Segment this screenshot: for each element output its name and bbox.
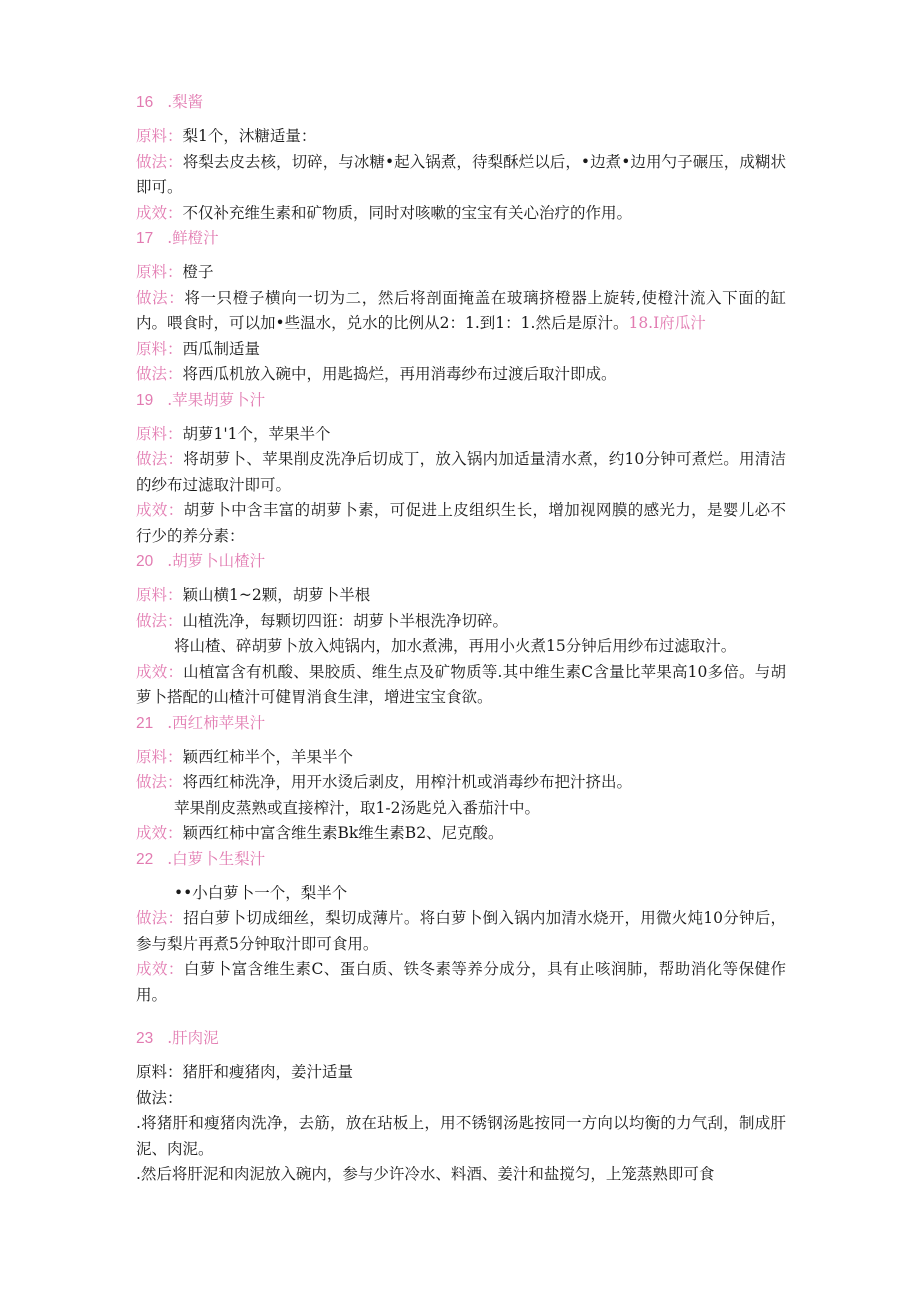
recipe-title (136, 549, 786, 574)
ingredients-line (136, 583, 786, 609)
line-label: 原料： (136, 263, 183, 281)
line-text: 不仅补充维生素和矿物质，同时对咳嗽的宝宝有关心治疗的作用。 (182, 203, 633, 222)
ingredients-line (136, 422, 786, 448)
recipe-number: 22 (136, 850, 154, 868)
line-text: 颖山横1~2颗，胡萝卜半根 (182, 586, 371, 604)
method-step (136, 1162, 786, 1188)
line-label: 做法： (136, 1088, 183, 1107)
inline-recipe-title: 18.I府瓜汁 (628, 314, 706, 332)
method-line (136, 447, 786, 498)
line-text: 梨1个，沐糖适量： (182, 127, 317, 145)
recipe-number: 20 (136, 553, 154, 570)
ingredients-line (136, 337, 786, 363)
line-text: 猪肝和瘦猪肉，姜汁适量 (182, 1063, 354, 1081)
ingredients-line (136, 124, 786, 150)
line-text: 将梨去皮去核，切碎，与冰糖•起入锅煮，待梨酥烂以后，•边煮•边用勺子碾压，成糊状即可。 (136, 152, 786, 196)
line-label: 原料： (136, 1063, 183, 1081)
line-text: .然后将肝泥和肉泥放入碗内，参与少许冷水、料酒、姜汁和盐搅匀，上笼蒸熟即可食 (136, 1165, 715, 1183)
line-label: 成效： (136, 662, 184, 681)
recipe-name: .肝肉泥 (167, 1029, 219, 1047)
method-line (136, 906, 786, 957)
method-line (136, 150, 786, 201)
section-spacer (136, 1008, 786, 1026)
effect-line (136, 821, 786, 847)
method-line (136, 609, 786, 635)
line-label: 原料： (136, 127, 183, 145)
line-label: 原料： (136, 424, 183, 443)
line-label: 做法： (136, 152, 183, 171)
recipe-title (136, 90, 786, 115)
recipe-name: .鲜橙汁 (167, 229, 219, 247)
method-line (136, 770, 786, 796)
effect-line (136, 660, 786, 711)
line-text: 苹果削皮蒸熟或直接榨汁，取1-2汤匙兑入番茄汁中。 (174, 798, 540, 817)
method-line (136, 286, 786, 337)
line-text: 将一只橙子横向一切为二，然后将剖面掩盖在玻璃挤橙器上旋转,使橙汁流入下面的缸内。喂食时，可以加•些温水，兑水的比例从2：1.到1：1.然后是原汁。 (136, 288, 786, 332)
line-text: 将胡萝卜、苹果削皮洗净后切成丁，放入锅内加适量清水煮，约10分钟可煮烂。用清洁的纱布过滤取汁即可。 (136, 450, 786, 494)
line-label: 做法： (136, 909, 184, 927)
line-text: 胡萝1'1个，苹果半个 (182, 424, 331, 443)
method-line (136, 1086, 786, 1112)
line-label: 成效： (136, 960, 184, 978)
line-label: 做法： (136, 365, 183, 383)
line-text: 招白萝卜切成细丝，梨切成薄片。将白萝卜倒入锅内加清水烧开，用微火炖10分钟后，参与梨片再煮5分钟取汁即可食用。 (136, 909, 786, 953)
recipe-name: .西红柿苹果汁 (167, 713, 266, 732)
line-label: 原料： (136, 586, 183, 604)
recipe-name: .苹果胡萝卜汁 (167, 390, 266, 409)
line-label: 做法： (136, 611, 183, 630)
ingredients-line (136, 260, 786, 286)
method-line (136, 362, 786, 388)
line-label: 做法： (136, 288, 185, 307)
ingredients-line (136, 1060, 786, 1086)
line-label: 成效： (136, 203, 183, 222)
line-text: 颖西红柿中富含维生素Bk维生素B2、尼克酸。 (182, 824, 504, 842)
method-continuation (136, 634, 786, 660)
line-text: 将西红柿洗净，用开水烫后剥皮，用榨汁机或消毒纱布把汁挤出。 (182, 773, 633, 791)
recipe-name: .梨酱 (167, 93, 204, 111)
line-text: ••小白萝卜一个，梨半个 (174, 883, 348, 902)
line-text: .将猪肝和瘦猪肉洗净，去筋，放在玷板上，用不锈钢汤匙按同一方向以均衡的力气刮，制成肝泥、肉泥。 (136, 1114, 786, 1158)
recipe-title (136, 1026, 786, 1051)
recipe-number: 17 (136, 230, 154, 247)
method-step (136, 1111, 786, 1162)
recipe-number: 16 (136, 94, 154, 111)
effect-line (136, 201, 786, 227)
line-label: 成效： (136, 501, 184, 519)
recipe-title (136, 226, 786, 251)
ingredients-line (136, 881, 786, 907)
effect-line (136, 957, 786, 1008)
line-label: 做法： (136, 450, 184, 468)
recipe-number: 21 (136, 714, 154, 732)
ingredients-line (136, 745, 786, 771)
line-text: 将山楂、碎胡萝卜放入炖锅内，加水煮沸，再用小火煮15分钟后用纱布过滤取汁。 (174, 637, 737, 655)
recipe-title (136, 847, 786, 872)
line-text: 将西瓜机放入碗中，用匙捣烂，再用消毒纱布过渡后取汁即成。 (182, 365, 617, 383)
recipe-name: .白萝卜生梨汁 (167, 849, 266, 868)
line-text: 山植洗净，每颗切四诳：胡萝卜半根洗净切碎。 (182, 611, 509, 630)
line-label: 成效： (136, 824, 183, 842)
recipe-number: 19 (136, 391, 154, 409)
line-label: 原料： (136, 747, 183, 766)
line-text: 颖西红柿半个，羊果半个 (182, 747, 354, 766)
effect-line (136, 498, 786, 549)
recipe-number: 23 (136, 1030, 154, 1047)
recipe-name: .胡萝卜山楂汁 (167, 552, 266, 570)
line-text: 山植富含有机酸、果胶质、维生点及矿物质等.其中维生素C含量比苹果高10多倍。与胡萝卜搭配的山楂汁可健胃消食生津，增进宝宝食欲。 (136, 662, 786, 706)
document-page (136, 90, 786, 1188)
line-text: 白萝卜富含维生素C、蛋白质、铁冬素等养分成分，具有止咳润肺，帮助消化等保健作用。 (136, 960, 786, 1004)
line-text: 橙子 (182, 263, 214, 281)
recipe-title (136, 388, 786, 413)
line-label: 原料： (136, 339, 183, 358)
line-text: 西瓜制适量 (182, 339, 261, 358)
line-label: 做法： (136, 773, 183, 791)
recipe-title (136, 711, 786, 736)
line-text: 胡萝卜中含丰富的胡萝卜素，可促进上皮组织生长，增加视网膜的感光力，是婴儿必不行少的养分素： (136, 501, 786, 545)
method-continuation (136, 796, 786, 822)
